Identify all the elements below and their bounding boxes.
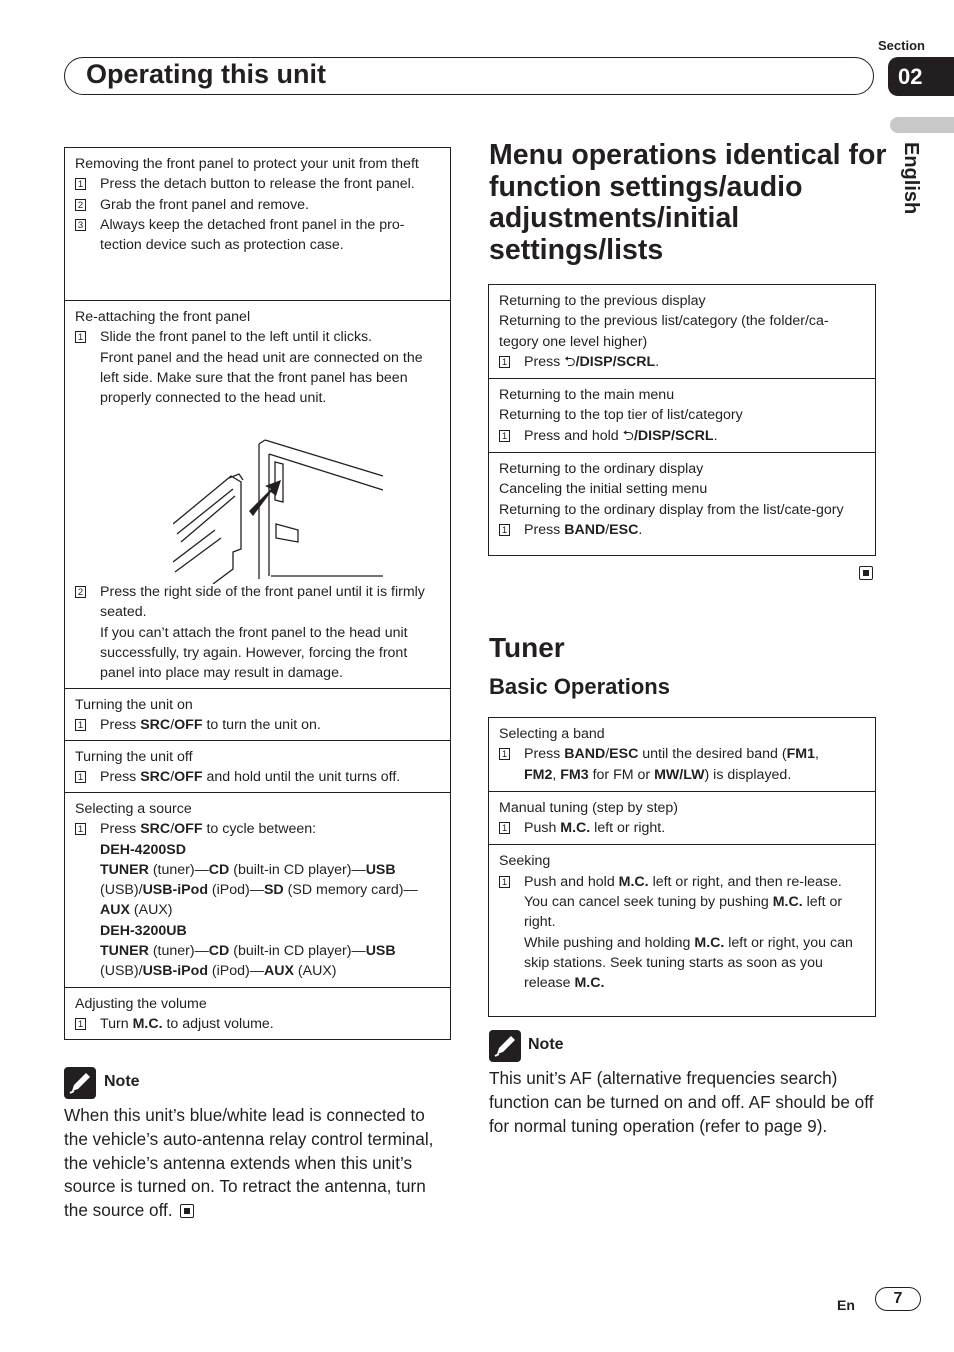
page-number: 7 bbox=[875, 1287, 921, 1311]
key-label: M.C. bbox=[560, 820, 591, 837]
remove-panel-title: Removing the front panel to protect your unit from theft bbox=[75, 156, 419, 172]
text: . bbox=[655, 353, 660, 370]
key-label: /DISP/SCRL bbox=[633, 427, 714, 444]
end-mark-icon bbox=[180, 1204, 194, 1218]
text: (built-in CD player)— bbox=[229, 861, 366, 878]
step-number: 3 bbox=[75, 219, 86, 231]
key-label: ESC bbox=[609, 521, 639, 538]
step bbox=[499, 872, 865, 994]
source-name: AUX bbox=[100, 902, 130, 919]
turn-off-title: Turning the unit off bbox=[75, 749, 193, 765]
step-number: 2 bbox=[75, 586, 86, 598]
text: Press bbox=[100, 717, 141, 734]
band-name: MW/LW bbox=[654, 766, 705, 783]
step bbox=[75, 819, 440, 981]
note-text: This unit’s AF (alternative frequencies search) function can be turned on and off. AF should be off for normal tuning operation (refer to page 9). bbox=[489, 1068, 874, 1136]
step-text bbox=[100, 819, 440, 981]
step-text bbox=[524, 744, 865, 785]
text: left or right. bbox=[524, 894, 843, 931]
cell-title: Canceling the initial setting menu bbox=[499, 481, 708, 498]
step-number: 1 bbox=[499, 356, 510, 368]
text: . bbox=[713, 427, 718, 444]
text: until the desired band ( bbox=[638, 746, 787, 763]
return-arrow-icon: ⮌ bbox=[622, 427, 634, 444]
front-panel-operations-box bbox=[64, 147, 451, 1040]
text: (USB)/ bbox=[100, 963, 143, 980]
text: to adjust volume. bbox=[162, 1016, 274, 1033]
note-heading: Note bbox=[528, 1036, 564, 1053]
step-number: 1 bbox=[499, 876, 510, 888]
select-band-cell bbox=[489, 718, 875, 792]
text: (USB)/ bbox=[100, 882, 143, 899]
step-1-detail: Front panel and the head unit are connected on the left side. Make sure that the front panel has been properly connected to the head unit. bbox=[100, 349, 423, 407]
step-number: 1 bbox=[499, 822, 510, 834]
band-name: FM3 bbox=[560, 766, 589, 783]
text: Push bbox=[524, 820, 561, 837]
language-tab bbox=[890, 117, 954, 133]
step-text bbox=[100, 715, 440, 735]
step-number: 1 bbox=[75, 1018, 86, 1030]
text: Turn bbox=[100, 1016, 133, 1033]
cell-title: Returning to the top tier of list/category bbox=[499, 407, 743, 424]
source-name: TUNER bbox=[100, 861, 149, 878]
key-label: M.C. bbox=[694, 934, 725, 951]
note-icon bbox=[489, 1030, 521, 1062]
volume-title: Adjusting the volume bbox=[75, 996, 207, 1012]
step-text bbox=[100, 767, 440, 787]
text: (iPod)— bbox=[207, 963, 264, 980]
source-name: USB bbox=[365, 861, 396, 878]
step-number: 1 bbox=[499, 430, 510, 442]
return-arrow-icon: ⮌ bbox=[564, 353, 576, 370]
select-source-title: Selecting a source bbox=[75, 801, 192, 817]
text: . bbox=[638, 521, 643, 538]
tuner-operations-box bbox=[488, 717, 876, 1017]
step bbox=[75, 174, 440, 194]
step bbox=[499, 818, 865, 838]
key-label: BAND bbox=[564, 521, 606, 538]
source-name: SD bbox=[263, 882, 284, 899]
key-label: M.C. bbox=[772, 894, 803, 911]
cell-title: Returning to the ordinary display from the list/cate-gory bbox=[499, 501, 844, 518]
cell-title: Selecting a band bbox=[499, 726, 605, 742]
step-number: 1 bbox=[75, 178, 86, 190]
key-label: BAND bbox=[564, 746, 606, 763]
source-name: TUNER bbox=[100, 943, 149, 960]
reattach-panel-cell bbox=[65, 301, 450, 689]
text: left or right, you can skip stations. Seek tuning starts as soon as you release bbox=[524, 934, 853, 992]
step bbox=[75, 767, 440, 787]
front-panel-illustration bbox=[173, 434, 383, 584]
key-label: OFF bbox=[174, 769, 203, 786]
text: (built-in CD player)— bbox=[229, 943, 366, 960]
key-label: ESC bbox=[609, 746, 639, 763]
text: (AUX) bbox=[129, 902, 173, 919]
key-label: M.C. bbox=[132, 1016, 163, 1033]
reattach-title: Re-attaching the front panel bbox=[75, 309, 251, 325]
seeking-cell bbox=[489, 845, 875, 999]
turn-on-title: Turning the unit on bbox=[75, 697, 193, 713]
key-label: SRC bbox=[140, 717, 171, 734]
key-label: M.C. bbox=[618, 873, 649, 890]
text: Press bbox=[524, 746, 565, 763]
key-label: OFF bbox=[174, 717, 203, 734]
text: / bbox=[170, 717, 175, 734]
key-label: SRC bbox=[140, 821, 171, 838]
step-text: Press the detach button to release the front panel. bbox=[100, 176, 415, 193]
step-number: 1 bbox=[499, 524, 510, 536]
main-menu-cell bbox=[489, 379, 875, 453]
step-number: 1 bbox=[75, 331, 86, 343]
note-heading: Note bbox=[104, 1073, 140, 1090]
volume-cell bbox=[65, 988, 450, 1041]
band-name: FM1 bbox=[786, 746, 815, 763]
model-name: DEH-3200UB bbox=[100, 922, 187, 939]
source-name: AUX bbox=[263, 963, 294, 980]
cell-title: Seeking bbox=[499, 853, 551, 870]
text: (tuner)— bbox=[148, 943, 209, 960]
step bbox=[499, 520, 865, 540]
cell-title: Returning to the main menu bbox=[499, 387, 675, 404]
basic-operations-heading: Basic Operations bbox=[489, 674, 670, 699]
cell-title: Returning to the ordinary display bbox=[499, 461, 704, 478]
text: Push and hold bbox=[524, 873, 619, 890]
step-text bbox=[524, 818, 865, 838]
step-text bbox=[524, 352, 865, 372]
step-number: 2 bbox=[75, 199, 86, 211]
page-title: Operating this unit bbox=[86, 59, 326, 89]
text: / bbox=[170, 821, 175, 838]
text: (iPod)— bbox=[207, 882, 264, 899]
key-label: /DISP/SCRL bbox=[575, 353, 656, 370]
model-name: DEH-4200SD bbox=[100, 841, 186, 858]
text: Press bbox=[524, 353, 565, 370]
text: / bbox=[605, 746, 610, 763]
source-name: CD bbox=[208, 861, 230, 878]
text: Press bbox=[524, 521, 565, 538]
step bbox=[75, 195, 440, 215]
text: , bbox=[552, 766, 561, 783]
source-name: USB-iPod bbox=[142, 882, 208, 899]
note-icon bbox=[64, 1067, 96, 1099]
language-text: English bbox=[900, 142, 922, 215]
step-number: 1 bbox=[499, 748, 510, 760]
section-label: Section bbox=[878, 38, 925, 53]
step-2-detail: If you can’t attach the front panel to the head unit successfully, try again. However, forcing the front panel into place may result in damage. bbox=[100, 624, 408, 682]
section-number-badge: 02 bbox=[888, 57, 954, 96]
step-text bbox=[100, 582, 440, 683]
text: / bbox=[605, 521, 610, 538]
note-body: When this unit’s blue/white lead is connected to the vehicle’s auto-antenna relay control terminal, the vehicle’s antenna extends when this unit’s source is turned on. To retract the antenna, turn the source off. bbox=[64, 1105, 434, 1221]
step-number: 1 bbox=[75, 823, 86, 835]
text: left or right, and then re-lease. bbox=[648, 873, 842, 890]
band-name: FM2 bbox=[524, 766, 553, 783]
text: to turn the unit on. bbox=[202, 717, 321, 734]
text: (SD memory card)— bbox=[283, 882, 418, 899]
source-name: USB bbox=[365, 943, 396, 960]
cell-title: Returning to the previous list/category (the folder/ca-tegory one level higher) bbox=[499, 313, 829, 350]
step-text bbox=[524, 872, 865, 994]
step-number: 1 bbox=[75, 719, 86, 731]
text: , bbox=[814, 746, 819, 763]
key-label: M.C. bbox=[574, 975, 605, 992]
page-language-code: En bbox=[837, 1297, 855, 1313]
step-text: Grab the front panel and remove. bbox=[100, 196, 309, 213]
end-mark-icon bbox=[859, 566, 873, 580]
turn-on-cell bbox=[65, 689, 450, 741]
text: Press bbox=[100, 769, 141, 786]
text: Press and hold bbox=[524, 427, 623, 444]
step bbox=[75, 215, 440, 256]
text: (AUX) bbox=[293, 963, 337, 980]
step bbox=[499, 744, 865, 785]
ordinary-display-cell bbox=[489, 453, 875, 546]
key-label: SRC bbox=[140, 769, 171, 786]
select-source-cell bbox=[65, 793, 450, 988]
step-text: Always keep the detached front panel in the pro-tection device such as protection case. bbox=[100, 216, 405, 254]
tuner-heading: Tuner bbox=[489, 632, 565, 663]
text: and hold until the unit turns off. bbox=[202, 769, 401, 786]
step-number: 1 bbox=[75, 771, 86, 783]
step-text bbox=[524, 426, 865, 446]
text: You can cancel seek tuning by pushing bbox=[524, 894, 773, 911]
cell-title: Manual tuning (step by step) bbox=[499, 799, 679, 816]
cell-title: Returning to the previous display bbox=[499, 293, 706, 309]
text: (tuner)— bbox=[148, 861, 209, 878]
text: ) is displayed. bbox=[704, 766, 792, 783]
text: left or right. bbox=[590, 820, 666, 837]
source-name: USB-iPod bbox=[142, 963, 208, 980]
step bbox=[75, 582, 440, 683]
note-text bbox=[64, 1104, 450, 1223]
step-text bbox=[524, 520, 865, 540]
step-2-text: Press the right side of the front panel until it is firmly seated. bbox=[100, 584, 425, 621]
language-label bbox=[898, 142, 924, 222]
step bbox=[499, 352, 865, 372]
menu-operations-box bbox=[488, 284, 876, 556]
step bbox=[75, 715, 440, 735]
step bbox=[499, 426, 865, 446]
previous-display-cell bbox=[489, 285, 875, 379]
text: to cycle between: bbox=[202, 821, 317, 838]
menu-operations-heading: Menu operations identical for function settings/audio adjustments/initial settings/lists bbox=[489, 139, 887, 266]
step bbox=[75, 1014, 440, 1034]
remove-panel-cell bbox=[65, 148, 450, 301]
step-text bbox=[100, 327, 440, 408]
step-1-text: Slide the front panel to the left until it clicks. bbox=[100, 329, 373, 346]
step-text bbox=[100, 1014, 440, 1034]
text: Press bbox=[100, 821, 141, 838]
text: for FM or bbox=[588, 766, 655, 783]
text: While pushing and holding bbox=[524, 934, 695, 951]
key-label: OFF bbox=[174, 821, 203, 838]
source-name: CD bbox=[208, 943, 230, 960]
step bbox=[75, 327, 440, 408]
text: / bbox=[170, 769, 175, 786]
manual-tuning-cell bbox=[489, 792, 875, 846]
turn-off-cell bbox=[65, 741, 450, 793]
